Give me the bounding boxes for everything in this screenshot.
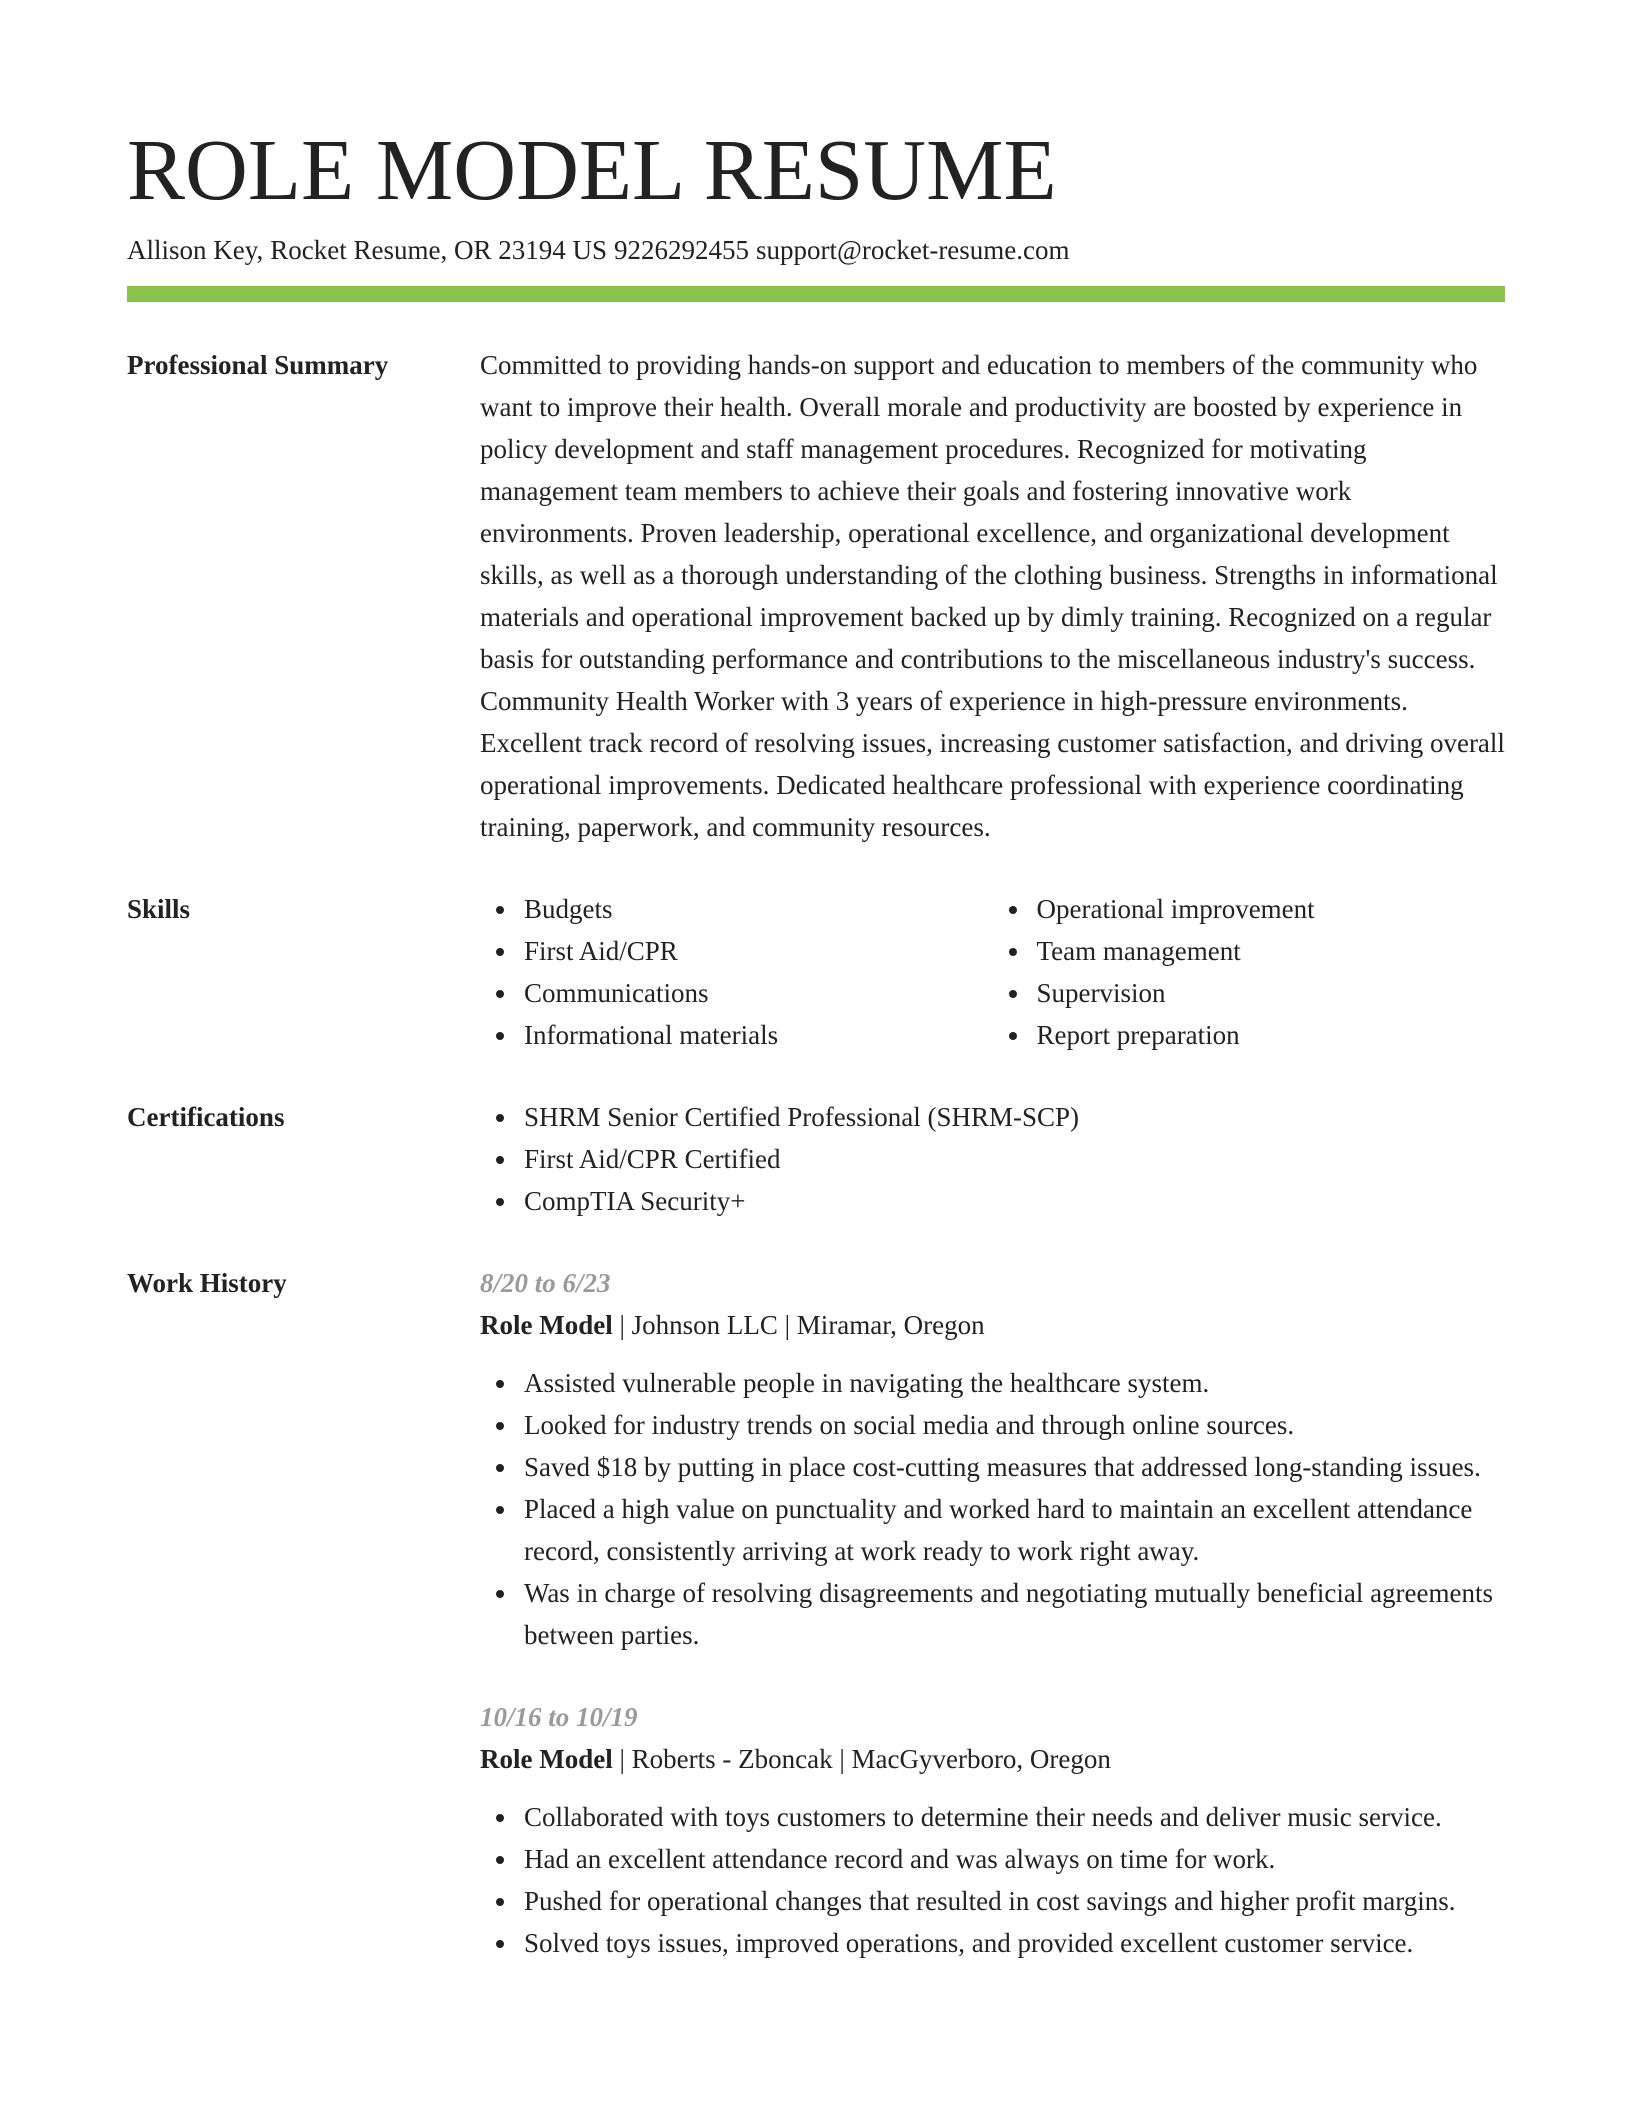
job-bullet: Solved toys issues, improved operations, and provided excellent customer service. xyxy=(524,1922,1505,1964)
contact-line xyxy=(127,230,1505,270)
certifications-list xyxy=(480,1096,1505,1222)
job-heading xyxy=(480,1304,1505,1346)
contact-email: support@rocket-resume.com xyxy=(756,235,1070,265)
summary-text: Committed to providing hands-on support and education to members of the community who want to improve their health. Overall morale and productivity are boosted by experience in policy development and staff management procedures. Recognized for motivating management team members to achieve their goals and fostering innovative work environments. Proven leadership, operational excellence, and organizational development skills, as well as a thorough understanding of the clothing business. Strengths in informational materials and operational improvement backed up by dimly training. Recognized on a regular basis for outstanding performance and contributions to the miscellaneous industry's success. Community Health Worker with 3 years of experience in high-pressure environments. Excellent track record of resolving issues, increasing customer satisfaction, and driving overall operational improvements. Dedicated healthcare professional with experience coordinating training, paperwork, and community resources. xyxy=(480,350,1505,842)
certifications-label: Certifications xyxy=(127,1102,285,1132)
job-bullet: Assisted vulnerable people in navigating the healthcare system. xyxy=(524,1362,1505,1404)
skill-item: Supervision xyxy=(1037,972,1506,1014)
job-bullet: Collaborated with toys customers to determine their needs and deliver music service. xyxy=(524,1796,1505,1838)
job-dates: 10/16 to 10/19 xyxy=(480,1702,638,1732)
skill-item: Operational improvement xyxy=(1037,888,1506,930)
certifications-section xyxy=(127,1104,1505,1222)
job-heading xyxy=(480,1738,1505,1780)
skills-label: Skills xyxy=(127,894,191,924)
work-history-label: Work History xyxy=(127,1268,287,1298)
work-history-section xyxy=(127,1270,1505,1964)
skill-item: Informational materials xyxy=(524,1014,993,1056)
job-bullet: Pushed for operational changes that resulted in cost savings and higher profit margins. xyxy=(524,1880,1505,1922)
contact-person: Allison Key, xyxy=(127,235,264,265)
skills-list-left xyxy=(480,888,993,1056)
skills-grid xyxy=(480,888,1505,1056)
job-bullet: Looked for industry trends on social media and through online sources. xyxy=(524,1404,1505,1446)
certification-item: CompTIA Security+ xyxy=(524,1180,1505,1222)
contact-phone: 9226292455 xyxy=(614,235,749,265)
skill-item: Report preparation xyxy=(1037,1014,1506,1056)
job-bullet: Placed a high value on punctuality and worked hard to maintain an excellent attendance record, consistently arriving at work ready to work right away. xyxy=(524,1488,1505,1572)
job-title: Role Model xyxy=(480,1310,613,1340)
skills-section xyxy=(127,896,1505,1056)
skill-item: Team management xyxy=(1037,930,1506,972)
job-details: | Roberts - Zboncak | MacGyverboro, Oregon xyxy=(612,1744,1111,1774)
job-bullet: Had an excellent attendance record and was always on time for work. xyxy=(524,1838,1505,1880)
skill-item: First Aid/CPR xyxy=(524,930,993,972)
summary-label: Professional Summary xyxy=(127,350,389,380)
job-entry xyxy=(480,1696,1505,1964)
job-bullet: Was in charge of resolving disagreements and negotiating mutually beneficial agreements between parties. xyxy=(524,1572,1505,1656)
summary-section xyxy=(127,352,1505,848)
job-details: | Johnson LLC | Miramar, Oregon xyxy=(612,1310,985,1340)
job-bullets xyxy=(480,1796,1505,1964)
skill-item: Budgets xyxy=(524,888,993,930)
job-title: Role Model xyxy=(480,1744,613,1774)
skills-list-right xyxy=(993,888,1506,1056)
job-dates: 8/20 to 6/23 xyxy=(480,1268,611,1298)
job-bullet: Saved $18 by putting in place cost-cutting measures that addressed long-standing issues. xyxy=(524,1446,1505,1488)
certification-item: First Aid/CPR Certified xyxy=(524,1138,1505,1180)
certification-item: SHRM Senior Certified Professional (SHRM-SCP) xyxy=(524,1096,1505,1138)
job-bullets xyxy=(480,1362,1505,1656)
contact-location: Rocket Resume, OR 23194 US xyxy=(270,235,607,265)
resume-title: ROLE MODEL RESUME xyxy=(127,121,1057,218)
header-divider xyxy=(127,286,1505,302)
skill-item: Communications xyxy=(524,972,993,1014)
job-entry xyxy=(480,1262,1505,1656)
